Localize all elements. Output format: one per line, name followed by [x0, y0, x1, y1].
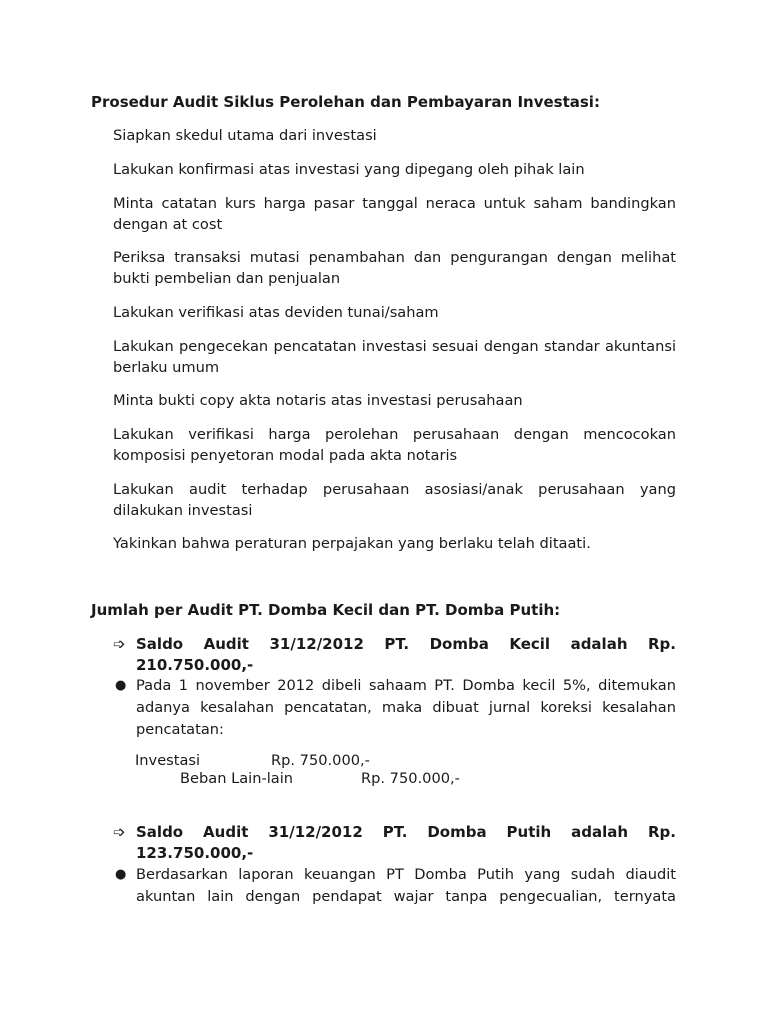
section-heading-prosedur-audit: Prosedur Audit Siklus Perolehan dan Pembayaran Investasi: [91, 93, 600, 111]
dot-bullet-icon: ● [115, 678, 127, 693]
journal-credit-amount: Rp. 750.000,- [361, 770, 460, 787]
journal-credit-account: Beban Lain-lain [180, 770, 294, 787]
note-domba-putih-text: Berdasarkan laporan keuangan PT Domba Putih yang sudah diaudit akuntan lain dengan pendapat wajar tanpa pengecualian, ternyata [136, 866, 676, 905]
procedure-step-8: Lakukan verifikasi harga perolehan perusahaan dengan mencocokan komposisi penyetoran modal pada akta notaris [113, 426, 676, 464]
note-domba-kecil [113, 675, 676, 741]
note-domba-putih [113, 864, 676, 908]
section-heading-jumlah-per-audit: Jumlah per Audit PT. Domba Kecil dan PT. Domba Putih: [91, 601, 561, 619]
audit-balance-domba-putih-amount: 123.750.000,- [136, 844, 254, 862]
audit-balance-domba-putih [113, 822, 676, 864]
dot-bullet-icon: ● [115, 867, 127, 882]
audit-balance-domba-putih-label: Saldo Audit 31/12/2012 PT. Domba Putih adalah Rp. [136, 823, 676, 841]
audit-balance-domba-kecil-label: Saldo Audit 31/12/2012 PT. Domba Kecil adalah Rp. [136, 635, 676, 653]
procedure-step-3: Minta catatan kurs harga pasar tanggal neraca untuk saham bandingkan dengan at cost [113, 195, 676, 233]
audit-balance-domba-kecil-amount: 210.750.000,- [136, 656, 254, 674]
procedure-step-1: Siapkan skedul utama dari investasi [113, 127, 377, 144]
procedure-step-2: Lakukan konfirmasi atas investasi yang dipegang oleh pihak lain [113, 161, 585, 178]
procedure-step-7: Minta bukti copy akta notaris atas investasi perusahaan [113, 392, 523, 409]
procedure-step-9: Lakukan audit terhadap perusahaan asosiasi/anak perusahaan yang dilakukan investasi [113, 481, 676, 519]
procedure-step-10: Yakinkan bahwa peraturan perpajakan yang berlaku telah ditaati. [113, 535, 591, 552]
journal-debit-amount: Rp. 750.000,- [271, 752, 370, 769]
arrow-bullet-icon: ➩ [113, 635, 126, 653]
note-domba-kecil-text: Pada 1 november 2012 dibeli sahaam PT. Domba kecil 5%, ditemukan adanya kesalahan pencatatan, maka dibuat jurnal koreksi kesalahan pencatatan: [136, 677, 676, 738]
journal-debit-account: Investasi [135, 752, 201, 769]
procedure-step-5: Lakukan verifikasi atas deviden tunai/saham [113, 304, 439, 321]
arrow-bullet-icon: ➩ [113, 823, 126, 841]
procedure-step-4: Periksa transaksi mutasi penambahan dan pengurangan dengan melihat bukti pembelian dan penjualan [113, 249, 676, 287]
procedure-step-6: Lakukan pengecekan pencatatan investasi sesuai dengan standar akuntansi berlaku umum [113, 338, 676, 376]
audit-balance-domba-kecil [113, 634, 676, 676]
